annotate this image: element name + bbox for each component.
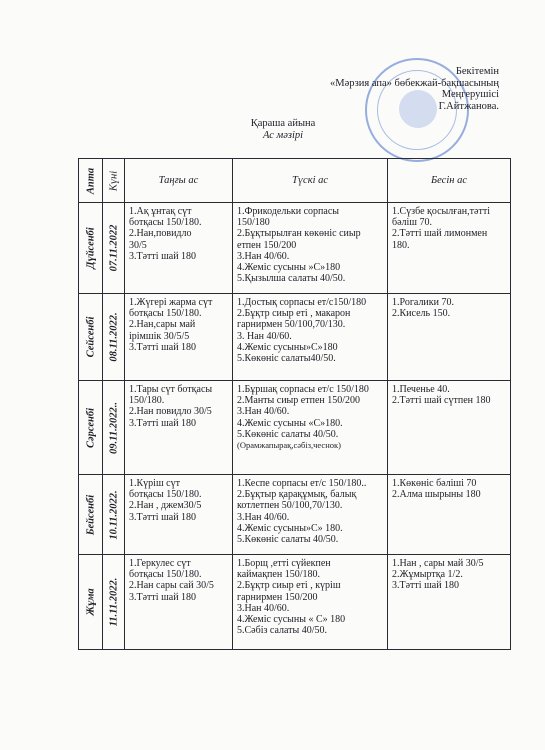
lunch-item-line: 1.Кеспе сорпасы ет/с 150/180..: [237, 478, 367, 489]
breakfast-item-line: ботқасы 150/180.: [129, 489, 202, 501]
lunch-cell: [233, 294, 388, 381]
breakfast-item-line: 1.Тары сүт ботқасы: [129, 384, 213, 395]
date-label: 08.11.2022.: [107, 312, 119, 362]
lunch-item-line: 2.Бұқтр сиыр еті , күріш: [237, 580, 341, 592]
snack-cell: [388, 294, 511, 381]
header-lunch: Түскі ас: [233, 159, 388, 203]
document-title: [228, 118, 338, 142]
approval-line-name: Г.Айтжанова.: [438, 100, 499, 112]
breakfast-item-line: ботқасы 150/180.: [129, 308, 202, 320]
weekday-cell: [79, 294, 103, 381]
breakfast-item-line: 2.Нан , джем30/5: [129, 500, 202, 512]
date-cell: [103, 555, 125, 650]
weekday-label: Жұма: [84, 588, 96, 616]
lunch-item-line: 2.Бұқтырылған көкөніс сиыр: [237, 228, 361, 240]
lunch-item-line: гарнирмен 150/200: [237, 591, 318, 603]
lunch-item-line: етпен 150/200: [237, 239, 297, 251]
lunch-item-line: 5.Көкөніс салаты 40/50.: [237, 428, 339, 440]
snack-item-line: 2.Тәтті шай лимонмен: [392, 228, 488, 240]
table-row: [79, 294, 511, 381]
lunch-item-line: котлетпен 50/100,70/130.: [237, 500, 343, 512]
snack-item-line: 2.Тәтті шай сүтпен 180: [392, 395, 491, 407]
approval-line-position: Меңгерушісі: [441, 89, 499, 100]
lunch-cell: [233, 203, 388, 294]
snack-item-line: 1.Сүзбе қосылған,тәтті: [392, 206, 490, 217]
lunch-item-line: 5.Сәбіз салаты 40/50.: [237, 625, 328, 637]
weekday-label: Бейсенбі: [84, 494, 96, 535]
breakfast-item-line: 1.Жүгері жарма сүт: [129, 297, 213, 308]
title-subtitle: Ас мәзірі: [262, 130, 304, 141]
table-header-row: [79, 159, 511, 203]
lunch-item-line: 3.Нан 40/60.: [237, 406, 290, 418]
date-label: 09.11.2022..: [107, 401, 119, 454]
snack-item-line: 2.Жұмыртқа 1/2.: [392, 569, 463, 581]
snack-item-line: бәліш 70.: [392, 217, 432, 229]
weekday-cell: [79, 381, 103, 475]
snack-item-line: 180.: [392, 239, 410, 251]
snack-cell: [388, 381, 511, 475]
date-label: 11.11.2022.: [107, 577, 119, 627]
lunch-item-line: 2.Бұқтр сиыр еті , макарон: [237, 308, 351, 320]
approval-block: [259, 66, 499, 112]
breakfast-item-line: 2.Нан повидло 30/5: [129, 406, 212, 418]
lunch-item-line: 4.Жеміс сусыны « С» 180: [237, 614, 346, 626]
weekday-cell: [79, 555, 103, 650]
lunch-cell: [233, 381, 388, 475]
lunch-item-line: 4.Жеміс сусыны »С»180: [237, 262, 341, 274]
snack-item-line: 1.Печенье 40.: [392, 384, 450, 395]
lunch-item-line: 1.Достық сорпасы ет/с150/180: [237, 297, 367, 308]
snack-item-line: 2.Кисель 150.: [392, 308, 451, 320]
lunch-item-line: 1.Фрикодельки сорпасы: [237, 206, 339, 217]
lunch-item-line: 2.Манты сиыр етпен 150/200: [237, 395, 361, 407]
breakfast-cell: [125, 555, 233, 650]
snack-item-line: 3.Тәтті шай 180: [392, 580, 460, 592]
snack-item-line: 1.Рогалики 70.: [392, 297, 454, 308]
lunch-item-line: каймақпен 150/180.: [237, 569, 320, 581]
weekday-label: Сейсенбі: [84, 316, 96, 358]
breakfast-cell: [125, 381, 233, 475]
lunch-item-line: 3.Нан 40/60.: [237, 602, 290, 614]
lunch-item-line: 3.Нан 40/60.: [237, 511, 290, 523]
title-month: Қараша айына: [250, 118, 316, 129]
date-cell: [103, 294, 125, 381]
table-row: [79, 203, 511, 294]
lunch-item-line: 3.Нан 40/60.: [237, 250, 290, 262]
breakfast-item-line: 3.Тәтті шай 180: [129, 250, 197, 262]
table-row: [79, 555, 511, 650]
breakfast-item-line: 2.Нан,повидло: [129, 228, 192, 240]
breakfast-item-line: 150/180.: [129, 395, 165, 407]
lunch-item-line: 3. Нан 40/60.: [237, 330, 292, 342]
date-cell: [103, 381, 125, 475]
lunch-item-line: гарнирмен 50/100,70/130.: [237, 319, 346, 331]
breakfast-item-line: 3.Тәтті шай 180: [129, 591, 197, 603]
table-row: [79, 475, 511, 555]
breakfast-item-line: 1.Күріш сүт: [129, 478, 180, 489]
weekday-label: Дүйсенбі: [84, 227, 96, 269]
breakfast-cell: [125, 203, 233, 294]
date-label: 07.11.2022: [107, 224, 119, 272]
breakfast-item-line: 30/5: [129, 239, 147, 251]
breakfast-item-line: ботқасы 150/180.: [129, 217, 202, 229]
snack-cell: [388, 475, 511, 555]
lunch-item-line: 2.Бұқтыр қарақұмық, балық: [237, 489, 357, 501]
snack-cell: [388, 555, 511, 650]
snack-item-line: 1.Нан , сары май 30/5: [392, 558, 484, 569]
menu-table: [78, 158, 511, 650]
lunch-note: (Орамжапырақ,сәбіз,чеснок): [237, 440, 341, 451]
header-breakfast: Таңғы ас: [125, 159, 233, 203]
weekday-cell: [79, 475, 103, 555]
snack-cell: [388, 203, 511, 294]
date-cell: [103, 475, 125, 555]
breakfast-item-line: 3.Тәтті шай 180: [129, 341, 197, 353]
breakfast-item-line: ботқасы 150/180.: [129, 569, 202, 581]
lunch-item-line: 1.Борщ ,етті сүйекпен: [237, 558, 331, 569]
breakfast-item-line: ірімшік 30/5/5: [129, 330, 190, 342]
approval-line-organization: «Мәрзия апа» бөбекжай-бақшасының: [330, 77, 499, 89]
lunch-item-line: 4.Жеміс сусыны»С» 180.: [237, 522, 343, 534]
header-day: Күні: [103, 159, 125, 203]
weekday-label: Сәрсенбі: [84, 407, 96, 448]
breakfast-item-line: 1.Геркулес сүт: [129, 558, 191, 569]
lunch-item-line: 4.Жеміс сусыны»С»180: [237, 341, 338, 353]
approval-line-approve: Бекітемін: [455, 66, 499, 77]
breakfast-item-line: 3.Тәтті шай 180: [129, 511, 197, 523]
breakfast-item-line: 3.Тәтті шай 180: [129, 417, 197, 429]
breakfast-cell: [125, 475, 233, 555]
breakfast-item-line: 1.Ақ ұнтақ сүт: [129, 206, 192, 217]
lunch-item-line: 4.Жеміс сусыны «С»180.: [237, 417, 343, 429]
snack-item-line: 2.Алма шырыны 180: [392, 489, 481, 501]
header-week: Апта: [79, 159, 103, 203]
lunch-item-line: 5.Қызылша салаты 40/50.: [237, 273, 346, 285]
lunch-item-line: 5.Көкөніс салаты 40/50.: [237, 534, 339, 546]
breakfast-item-line: 2.Нан,сары май: [129, 319, 196, 331]
lunch-cell: [233, 555, 388, 650]
date-cell: [103, 203, 125, 294]
weekday-cell: [79, 203, 103, 294]
lunch-item-line: 5.Көкөніс салаты40/50.: [237, 353, 336, 365]
date-label: 10.11.2022.: [107, 489, 119, 540]
lunch-cell: [233, 475, 388, 555]
breakfast-item-line: 2.Нан сары сай 30/5: [129, 580, 214, 592]
snack-item-line: 1.Көкөніс бәліші 70: [392, 478, 477, 489]
header-snack: Бесін ас: [388, 159, 511, 203]
table-row: [79, 381, 511, 475]
lunch-item-line: 1.Бұршақ сорпасы ет/с 150/180: [237, 384, 369, 395]
lunch-item-line: 150/180: [237, 217, 270, 229]
breakfast-cell: [125, 294, 233, 381]
